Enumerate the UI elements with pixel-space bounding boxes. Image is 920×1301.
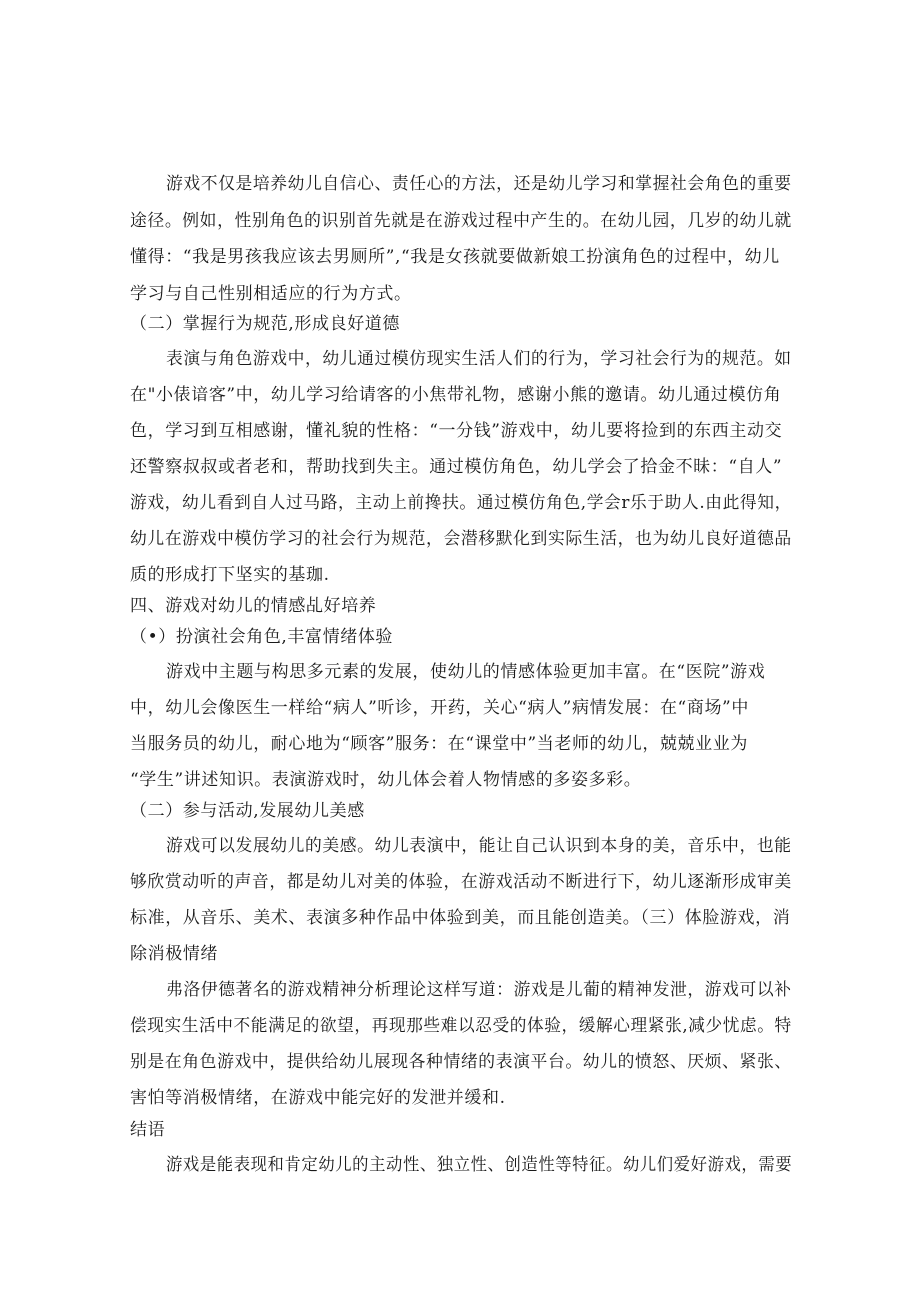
- text-line: 弗洛伊德著名的游戏精神分析理论这样写道：游戏是儿葡的精神发泄，游戏可以补: [166, 980, 792, 1000]
- text-line: 偿现实生活中不能满足的欲望，再现那些难以忍受的体验，缓解心理紧张,减少忧虑。特: [130, 1016, 792, 1036]
- text-line: 还警察叔叔或者老和，帮助找到失主。通过模仿角色，幼儿学会了拾金不昧：“自人”: [130, 457, 783, 477]
- text-line: 懂得：“我是男孩我应该去男厕所”,“我是女孩就要做新娘工扮演角色的过程中，幼儿: [130, 247, 780, 267]
- text-line: “学生”讲述知识。表演游戏时，幼儿体会着人物情感的多姿多彩。: [130, 770, 642, 790]
- section-heading: （二）掌握行为规范,形成良好道德: [130, 314, 401, 334]
- section-heading: 结语: [130, 1120, 166, 1140]
- section-heading: 四、游戏对幼儿的情感乩好培养: [130, 596, 377, 616]
- text-line: 表演与角色游戏中，幼儿通过模仿现实生活人们的行为，学习社会行为的规范。如: [166, 349, 792, 369]
- text-line: 中，幼儿会像医生一样给“病人”听诊，开药，关心“病人”病情发展：在“商场”中: [130, 698, 749, 718]
- text-line: 质的形成打下坚实的基珈.: [130, 565, 330, 585]
- text-line: 别是在角色游戏中，提供给幼儿展现各种情绪的表演平台。幼儿的愤怒、厌烦、紧张、: [130, 1052, 792, 1072]
- text-line: 害怕等消极情绪，在游戏中能完好的发泄并缓和.: [130, 1088, 506, 1108]
- text-line: 游戏可以发展幼儿的美感。幼儿表演中，能让自己认识到本身的美，音乐中，也能: [166, 836, 792, 856]
- text-line: 除消极情绪: [130, 944, 218, 964]
- text-line: 游戏中主题与构思多元素的发展，使幼儿的情感体验更加丰富。在“医院”游戏: [166, 662, 766, 682]
- text-line: 游戏不仅是培养幼儿自信心、责任心的方法，还是幼儿学习和掌握社会角色的重要: [166, 174, 792, 194]
- text-line: 标准，从音乐、美术、表演多种作品中体验到美，而且能创造美。（三）体脸游戏，消: [130, 908, 791, 928]
- text-line: 游戏是能表现和肯定幼儿的主动性、独立性、创造性等特征。幼儿们爱好游戏，需要: [166, 1155, 793, 1175]
- text-line: 游戏，幼儿看到自人过马路，主动上前搀扶。通过模仿角色,学会r乐于助人.由此得知，: [130, 493, 792, 513]
- text-line: 学习与自己性别相适应的行为方式。: [130, 284, 412, 304]
- section-heading: （•）扮演社会角色,丰富情绪体验: [130, 627, 394, 647]
- text-line: 在"小俵谙客”中，幼儿学习给请客的小焦带礼物，感谢小熊的邀请。幼儿通过模仿角: [130, 385, 782, 405]
- text-line: 途径。例如，性别角色的识别首先就是在游戏过程中产生的。在幼儿园，几岁的幼儿就: [130, 211, 792, 231]
- text-line: 够欣赏动听的声音，都是幼儿对美的体验，在游戏活动不断进行下，幼儿逐渐形成审美: [130, 872, 792, 892]
- text-line: 幼儿在游戏中模仿学习的社会行为规范，会潜移默化到实际生活，也为幼儿良好道德品: [130, 529, 792, 549]
- section-heading: （二）参与活动,发展幼儿美感: [130, 801, 365, 821]
- text-line: 当服务员的幼儿，耐心地为“顾客”服务：在“课堂中”当老师的幼儿，兢兢业业为: [130, 734, 748, 754]
- text-line: 色，学习到互相感谢，懂礼貌的性格：“一分钱”游戏中，幼儿要将捡到的东西主动交: [130, 421, 783, 441]
